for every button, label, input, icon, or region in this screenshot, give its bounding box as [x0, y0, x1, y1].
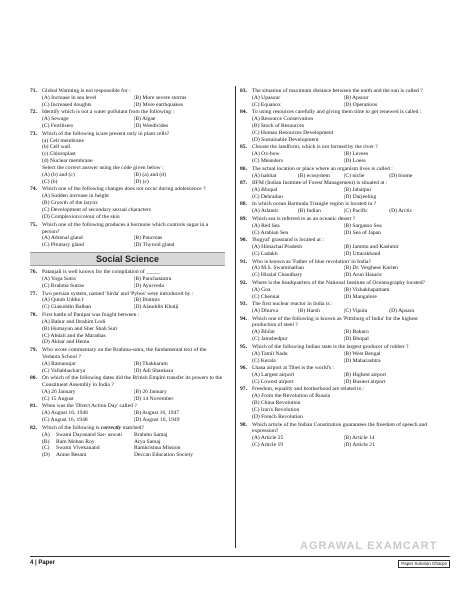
- option-b: (B) More severe storms: [133, 94, 187, 101]
- option-b: (B) Bokaro: [343, 329, 369, 336]
- option-b: (B) Humayun and Sher Shah Suri: [42, 325, 118, 332]
- option-a: (A) Bhopal: [252, 187, 278, 194]
- statement-item: (a) Cell membrane: [42, 137, 84, 144]
- option-d: (D) Maharashtra: [343, 357, 381, 364]
- question-text: Which of the following is correctly matched?: [42, 424, 144, 431]
- question-text: On which of the following dates did the British Empire transfer its powers to the Constituent Assembly in India ?: [42, 375, 223, 389]
- question-90: [240, 237, 435, 258]
- statement-item: (b) Cell wall: [42, 144, 71, 151]
- option-c: (C) Fertilisers: [42, 123, 74, 130]
- option-c: (C) Abdali and the Marathas: [42, 332, 106, 339]
- option-c: (C) Equanox: [252, 101, 281, 108]
- option-a: (A) Red Sea: [252, 222, 280, 229]
- question-78: [30, 312, 225, 347]
- left-column: [30, 88, 225, 460]
- question-text: Where is the headquarters of the National Institute of Oceanography located?: [252, 279, 426, 286]
- question-number: 82.: [30, 424, 37, 431]
- question-85: [240, 144, 435, 165]
- watermark: AGRAWAL EXAMCART: [300, 540, 438, 552]
- question-73: [30, 131, 225, 186]
- question-79: [30, 347, 225, 375]
- question-number: 88.: [240, 201, 247, 208]
- question-number: 97.: [240, 386, 247, 393]
- match-row: (A) Swami Dayanand Sar- aswati Brahmo Samaj: [42, 431, 168, 438]
- question-number: 79.: [30, 346, 37, 353]
- question-71: [30, 88, 225, 109]
- option-a: (A) Bhilai: [252, 329, 275, 336]
- question-number: 98.: [240, 421, 247, 428]
- option-b: (B) China Revolution: [252, 400, 301, 407]
- option-b: (B) Iltutmis: [133, 297, 160, 304]
- question-number: 84.: [240, 109, 247, 116]
- question-87: [240, 180, 435, 201]
- option-a: (A) Atlantic: [252, 208, 279, 215]
- option-d: (D) Apsara: [389, 308, 414, 315]
- option-b: (B) Algae: [133, 116, 156, 123]
- right-column: [240, 88, 435, 450]
- option-d: (D) French Revolution: [252, 414, 303, 420]
- option-b: (B) Growth of the larynx: [42, 200, 98, 207]
- option-d: (D) Bhopal: [343, 336, 369, 343]
- option-b: (B) (a) and (d): [133, 172, 166, 179]
- option-d: (D) August 16, 1949: [133, 417, 180, 424]
- option-a: (A) Tamil Nadu: [252, 350, 288, 357]
- option-a: (A) Article 25: [252, 435, 284, 442]
- option-a: (A) Babur and Ibrahim Lodi: [42, 318, 106, 325]
- question-81: [30, 403, 225, 424]
- question-number: 71.: [30, 88, 37, 94]
- option-a: (A) From the Revolution of Russia: [252, 393, 331, 400]
- question-number: 81.: [30, 403, 37, 410]
- question-text: 'Bugyal' grassland is located at :: [252, 237, 324, 244]
- question-text: The situation of maximum distance between the earth and the sun is called ?: [252, 88, 423, 94]
- option-b: (B) ecosystem: [297, 172, 330, 179]
- question-92: [240, 280, 435, 301]
- option-a: (A) habitat: [252, 172, 277, 179]
- question-number: 83.: [240, 88, 247, 94]
- option-b: (B) Levees: [343, 151, 369, 158]
- section-heading: Social Science: [30, 252, 225, 266]
- question-number: 73.: [30, 130, 37, 137]
- question-84: [240, 109, 435, 144]
- question-number: 75.: [30, 221, 37, 228]
- option-a: (A) Goa: [252, 286, 271, 293]
- option-c: (C) Dehradun: [252, 193, 283, 200]
- question-77: [30, 291, 225, 312]
- option-c: (C) Chennai: [252, 293, 280, 300]
- question-number: 94.: [240, 315, 247, 322]
- option-c: (C) Human Resources Development: [252, 130, 334, 137]
- question-number: 86.: [240, 165, 247, 172]
- option-d: (D) Mangalore: [343, 293, 377, 300]
- footer-badge: Paper Solution Gharpe: [398, 560, 450, 568]
- option-d: (D) Article 21: [343, 442, 375, 449]
- option-b: (B) Jabalpur: [343, 187, 372, 194]
- question-74: [30, 186, 225, 221]
- option-a: (A) 26 January: [42, 389, 76, 395]
- option-c: (C) Pacific: [343, 208, 368, 215]
- option-b: (B) Sargasso Sea: [343, 222, 382, 229]
- option-d: (D) Weedicides: [133, 123, 169, 130]
- option-b: (B) Dr. Verghese Kurien: [343, 265, 398, 272]
- option-d: (D) Alauddin Khalji: [133, 304, 179, 311]
- question-83: [240, 88, 435, 109]
- column-divider: [235, 86, 236, 548]
- option-a: (A) Dhurva: [252, 308, 278, 315]
- question-76: [30, 269, 225, 290]
- question-number: 92.: [240, 279, 247, 286]
- option-b: (B) Vishakhapatnam: [343, 286, 390, 293]
- question-86: [240, 166, 435, 180]
- question-text: Who is known as 'Father of blue revolution' in India?: [252, 258, 371, 265]
- option-d: (D) Sustainable Development: [252, 136, 319, 143]
- option-c: (C) Vipula: [343, 308, 368, 315]
- question-text: Which one of the following changes does not occur during adolescence ?: [42, 186, 206, 193]
- question-number: 77.: [30, 290, 37, 297]
- option-c: (C) (b): [42, 178, 58, 185]
- option-a: (A) Resource Conservation: [252, 116, 314, 123]
- question-88: [240, 201, 435, 215]
- option-a: (A) Largest airport: [252, 371, 295, 378]
- option-d: (D) 14 November: [133, 395, 174, 402]
- question-text: To using resources carefully and giving them time to get renewed is called :: [252, 109, 422, 116]
- option-d: (D) Ayurveda: [133, 283, 164, 290]
- question-text: Which article of the Indian Constitution guarantees the freedom of speech and expression?: [252, 421, 428, 435]
- question-75: [30, 222, 225, 250]
- question-text: Which of the following is/are present only in plant cells?: [42, 130, 170, 137]
- option-d: (D) (c): [133, 178, 149, 185]
- option-b: (B) Article 14: [343, 435, 375, 442]
- option-b: (B) Pancreas: [133, 235, 163, 242]
- option-b: (B) Apsour: [343, 94, 369, 101]
- question-97: [240, 386, 435, 421]
- option-c: (C) August 16, 1948: [42, 417, 88, 424]
- question-text: When was the 'Direct Action Day' called ?: [42, 403, 137, 410]
- option-b: (B) 26 January: [133, 389, 167, 395]
- question-number: 96.: [240, 365, 247, 372]
- question-text: The actual location or place where an organism lives is called :: [252, 165, 393, 172]
- option-b: (B) Highest airport: [343, 371, 387, 378]
- question-94: [240, 316, 435, 344]
- option-a: (A) Adrenal gland: [42, 235, 83, 242]
- question-text: The first nuclear reactor in India is :: [252, 301, 333, 308]
- question-text: Patanjali is well known for the compilation of _____: [42, 269, 161, 276]
- option-c: (C) Brahma Sutras: [42, 283, 84, 290]
- option-b: (B) Thakkaram: [133, 360, 168, 367]
- match-table: [30, 432, 225, 460]
- statement-item: (d) Nuclear membrane: [42, 158, 93, 165]
- option-b: (B) Stock of Resources: [252, 123, 305, 130]
- option-b: (B) Harsh: [297, 308, 320, 315]
- question-93: [240, 301, 435, 315]
- option-b: (B) Jammu and Kashmir: [343, 244, 399, 251]
- option-a: (A) Increase in sea level: [42, 94, 97, 101]
- option-d: (D) Darjeeling: [343, 193, 377, 200]
- question-number: 90.: [240, 237, 247, 244]
- question-text: Which sea is referred to as an oceanic desert ?: [252, 215, 356, 222]
- option-d: (D) Sea of Japan: [343, 229, 381, 236]
- question-text: Choose the landform, which is not formed by the river ?: [252, 144, 378, 151]
- option-c: (C) Ladakh: [252, 251, 278, 257]
- question-96: [240, 365, 435, 386]
- option-c: (C) niche: [343, 172, 365, 179]
- option-c: (C) Arabian Sea: [252, 229, 289, 236]
- option-d: (D) biome: [389, 172, 413, 179]
- option-c: (C) Jamshedpur: [252, 336, 288, 343]
- question-text: First battle of Panipat was fought between :: [42, 311, 140, 318]
- option-c: (C) Pituitary gland: [42, 242, 84, 249]
- question-number: 95.: [240, 343, 247, 350]
- question-number: 93.: [240, 301, 247, 308]
- question-72: [30, 109, 225, 130]
- option-c: (C) Giasuddin Balban: [42, 304, 92, 311]
- question-91: [240, 259, 435, 280]
- option-d: (D) Arctic: [389, 208, 413, 215]
- option-b: (B) Panchatantra: [133, 276, 172, 283]
- option-c: (C) Article 19: [252, 442, 284, 449]
- option-d: (D) Busiest airport: [343, 378, 386, 385]
- question-text: Lhasa airport at Tibet is the world's :: [252, 365, 334, 372]
- question-text: Who wrote commentary on the Brahma-sutra, the fundamental text of the Vedanta School ?: [42, 346, 207, 360]
- question-number: 76.: [30, 269, 37, 276]
- option-d: (D) Operations: [343, 101, 378, 108]
- match-row: (C) Swami Vivekanand Ramkrishna Mission: [42, 445, 181, 452]
- option-a: (A) Ox-bow: [252, 151, 280, 158]
- option-a: (A) Ramanujar: [42, 360, 76, 367]
- question-89: [240, 216, 435, 237]
- option-c: (C) Increased doughts: [42, 101, 92, 108]
- option-b: (B) August 16, 1947: [133, 410, 180, 417]
- question-text: Which one of the following is known as 'Pittsburg of India' for the highest production of steel ?: [252, 315, 418, 329]
- option-a: (A) Sewage: [42, 116, 69, 123]
- page-footer: [30, 556, 450, 570]
- match-row: (D) Annie Besant Deccan Education Society: [42, 452, 194, 459]
- option-c: (C) Meanders: [252, 158, 283, 165]
- question-number: 87.: [240, 180, 247, 187]
- question-number: 80.: [30, 375, 37, 382]
- option-c: (C) Lowest airport: [252, 378, 294, 385]
- option-d: (D) Thyroid gland: [133, 242, 175, 249]
- question-80: [30, 375, 225, 403]
- option-a: (A) M.S. Swaminathan: [252, 265, 304, 272]
- option-b: (B) West Bengal: [343, 350, 381, 357]
- option-a: (A) Himachal Pradesh: [252, 244, 303, 251]
- option-c: (C) Hiralal Chaudhary: [252, 272, 303, 279]
- option-c: (C) Kerala: [252, 357, 276, 364]
- question-number: 72.: [30, 109, 37, 116]
- option-c: (C) Development of secondary sexual characters: [42, 207, 151, 214]
- question-95: [240, 344, 435, 365]
- question-text: Which one of the following produces a hormone which controls sugar in a person?: [42, 221, 209, 235]
- question-number: 91.: [240, 258, 247, 265]
- option-a: (A) Sudden increase in height: [42, 193, 109, 200]
- option-b: (B) Indian: [297, 208, 321, 215]
- option-d: (D) More earthquakes: [133, 101, 183, 108]
- option-d: (D) Uttarakhand: [343, 251, 381, 257]
- instruction-text: Select the correct answer using the code given below :: [42, 165, 164, 172]
- option-c: (C) Vallabhacharya: [42, 367, 86, 374]
- question-text: Global Warming is not responsible for :: [42, 88, 131, 94]
- statement-item: (c) Chloroplast: [42, 151, 76, 158]
- question-82: [30, 425, 225, 460]
- option-d: (D) Loess: [343, 158, 366, 165]
- question-number: 78.: [30, 311, 37, 318]
- option-d: (D) Arun Hasaric: [343, 272, 383, 279]
- option-a: (A) Yoga Sutra: [42, 276, 76, 283]
- option-a: (A) August 16, 1946: [42, 410, 88, 417]
- option-a: (A) Upasour: [252, 94, 281, 101]
- option-c: (C) Iran's Revolution: [252, 407, 300, 414]
- question-number: 85.: [240, 144, 247, 151]
- option-d: (D) Adi Shankara: [133, 367, 173, 374]
- question-text: In which ocean Barmuda Triangle region is located in ?: [252, 201, 377, 208]
- option-d: (D) Complexion/colour of the skin: [42, 214, 120, 221]
- question-text: Which of the following Indian state is the largest producer of rubber ?: [252, 343, 409, 350]
- option-a: (A) Qutub Uddin I: [42, 297, 84, 304]
- option-d: (D) Akbar and Hemu: [42, 339, 90, 346]
- match-row: (B) Ram Mohan Roy Arya Samaj: [42, 438, 161, 445]
- question-text: Identify which is not a water pollutant from the following :: [42, 109, 175, 116]
- question-number: 89.: [240, 215, 247, 222]
- option-c: (C) 15 August: [42, 395, 74, 402]
- page-number: 4 | Paper: [30, 560, 56, 566]
- question-text: Freedom, equality and brotherhood are related to :: [252, 386, 365, 393]
- option-a: (A) (b) and (c): [42, 172, 75, 179]
- question-text: Two persian system, named 'Sirda' and 'Pybos' were introduced by :: [42, 290, 194, 297]
- question-98: [240, 422, 435, 450]
- question-text: IIFM (Indian Institute of Forest Management) is situated at :: [252, 180, 388, 187]
- question-number: 74.: [30, 186, 37, 193]
